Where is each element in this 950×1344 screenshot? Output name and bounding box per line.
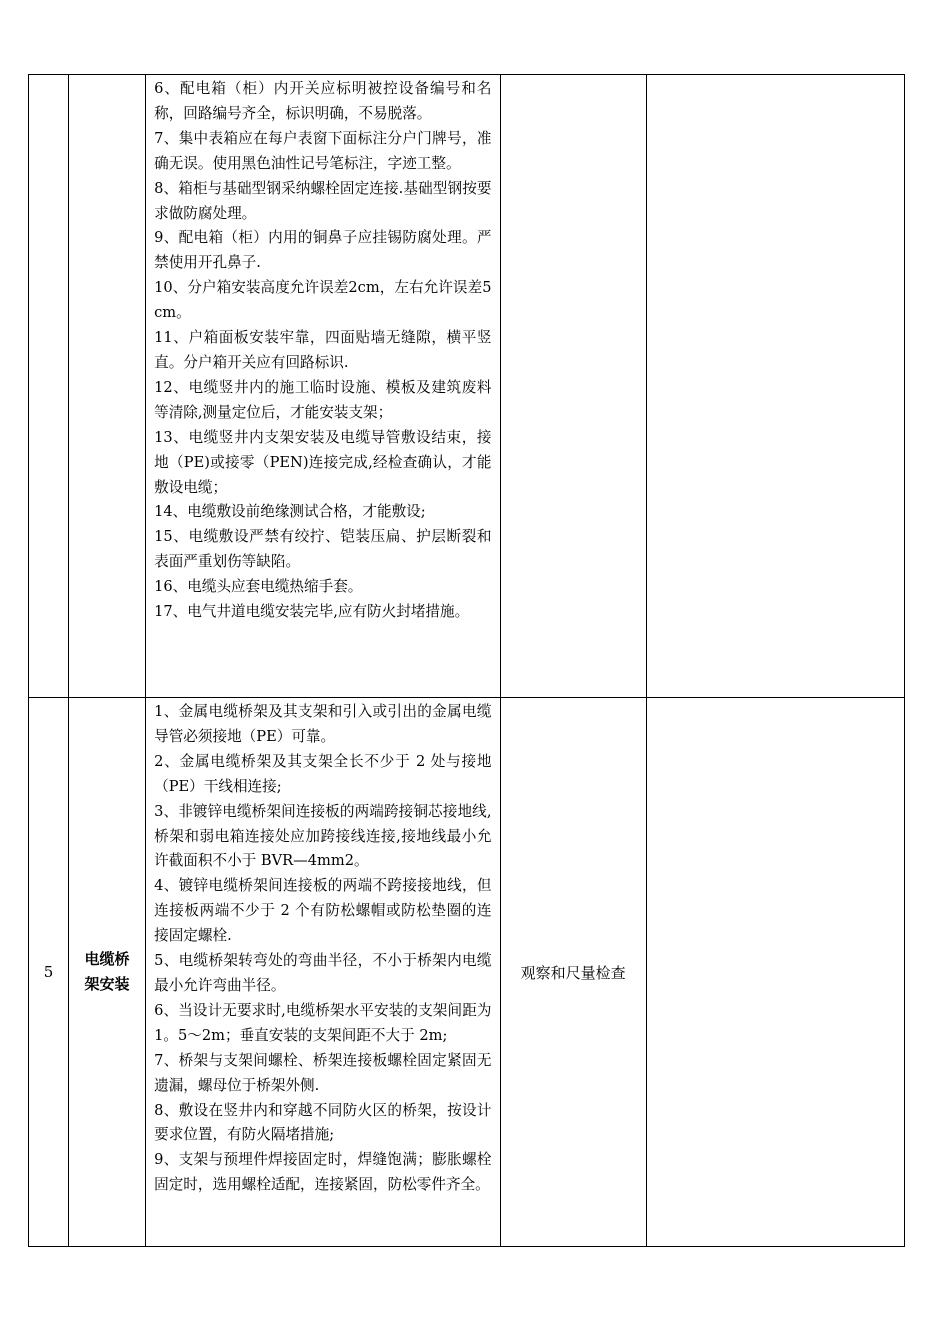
requirements-cell: [146, 698, 500, 1247]
requirement-item: 6、配电箱（柜）内开关应标明被控设备编号和名称，回路编号齐全，标识明确，不易脱落。: [154, 80, 492, 122]
requirement-item: 15、电缆敷设严禁有绞拧、铠装压扁、护层断裂和表面严重划伤等缺陷。: [154, 528, 492, 571]
requirement-item: 9、支架与预埋件焊接固定时，焊缝饱满；膨胀螺栓固定时，选用螺栓适配，连接紧固，防松零件齐全。: [154, 1151, 492, 1194]
requirement-item: 7、桥架与支架间螺栓、桥架连接板螺栓固定紧固无遗漏，螺母位于桥架外侧.: [154, 1051, 492, 1094]
inspection-table: [28, 74, 905, 1247]
item-name-cell: [69, 698, 146, 1247]
inspection-method-cell: [500, 75, 646, 698]
table-row: [29, 698, 905, 1247]
table-row: [29, 75, 905, 698]
item-number-cell: [29, 698, 69, 1247]
requirement-item: 10、分户箱安装高度允许误差2cm，左右允许误差5cm。: [154, 279, 492, 322]
result-cell: [646, 75, 904, 698]
requirement-item: 1、金属电缆桥架及其支架和引入或引出的金属电缆导管必须接地（PE）可靠。: [154, 703, 492, 745]
requirement-item: 4、镀锌电缆桥架间连接板的两端不跨接接地线，但连接板两端不少于 2 个有防松螺帽或防松垫圈的连接固定螺栓.: [154, 877, 492, 945]
item-number: 5: [43, 963, 54, 981]
requirement-item: 8、箱柜与基础型钢采纳螺栓固定连接.基础型钢按要求做防腐处理。: [154, 179, 492, 222]
requirement-item: 5、电缆桥架转弯处的弯曲半径，不小于桥架内电缆最小允许弯曲半径。: [154, 952, 492, 994]
requirement-item: 11、户箱面板安装牢靠，四面贴墙无缝隙，横平竖直。分户箱开关应有回路标识.: [154, 329, 492, 371]
result-cell: [646, 698, 904, 1247]
requirement-item: 12、电缆竖井内的施工临时设施、模板及建筑废料等清除,测量定位后，才能安装支架；: [154, 378, 492, 421]
inspection-method-cell: [500, 698, 646, 1247]
requirement-item: 16、电缆头应套电缆热缩手套。: [154, 578, 363, 596]
requirement-item: 3、非镀锌电缆桥架间连接板的两端跨接铜芯接地线,桥架和弱电箱连接处应加跨接线连接,接地线最小允许截面积不小于 BVR—4mm2。: [154, 802, 492, 870]
requirement-item: 8、敷设在竖井内和穿越不同防火区的桥架，按设计要求位置，有防火隔堵措施;: [154, 1101, 492, 1144]
requirement-item: 6、当设计无要求时,电缆桥架水平安装的支架间距为 1。5～2m；垂直安装的支架间距不大于 2m;: [154, 1001, 492, 1044]
requirement-item: 9、配电箱（柜）内用的铜鼻子应挂锡防腐处理。严禁使用开孔鼻子.: [154, 229, 492, 272]
item-name-cell: [69, 75, 146, 698]
requirement-item: 7、集中表箱应在每户表窗下面标注分户门牌号，准确无误。使用黑色油性记号笔标注，字迹工整。: [154, 129, 492, 172]
inspection-method: 观察和尺量检查: [520, 963, 626, 982]
requirement-item: 2、金属电缆桥架及其支架全长不少于 2 处与接地（PE）干线相连接;: [154, 752, 492, 795]
item-number-cell: [29, 75, 69, 698]
requirement-item: 13、电缆竖井内支架安装及电缆导管敷设结束，接地（PE)或接零（PEN)连接完成,经检查确认，才能敷设电缆；: [154, 428, 492, 496]
requirement-item: 14、电缆敷设前绝缘测试合格，才能敷设;: [154, 503, 426, 521]
item-name: 电缆桥架安装: [84, 950, 130, 993]
requirements-cell: [146, 75, 500, 698]
requirement-item: 17、电气井道电缆安装完毕,应有防火封堵措施。: [154, 603, 470, 621]
